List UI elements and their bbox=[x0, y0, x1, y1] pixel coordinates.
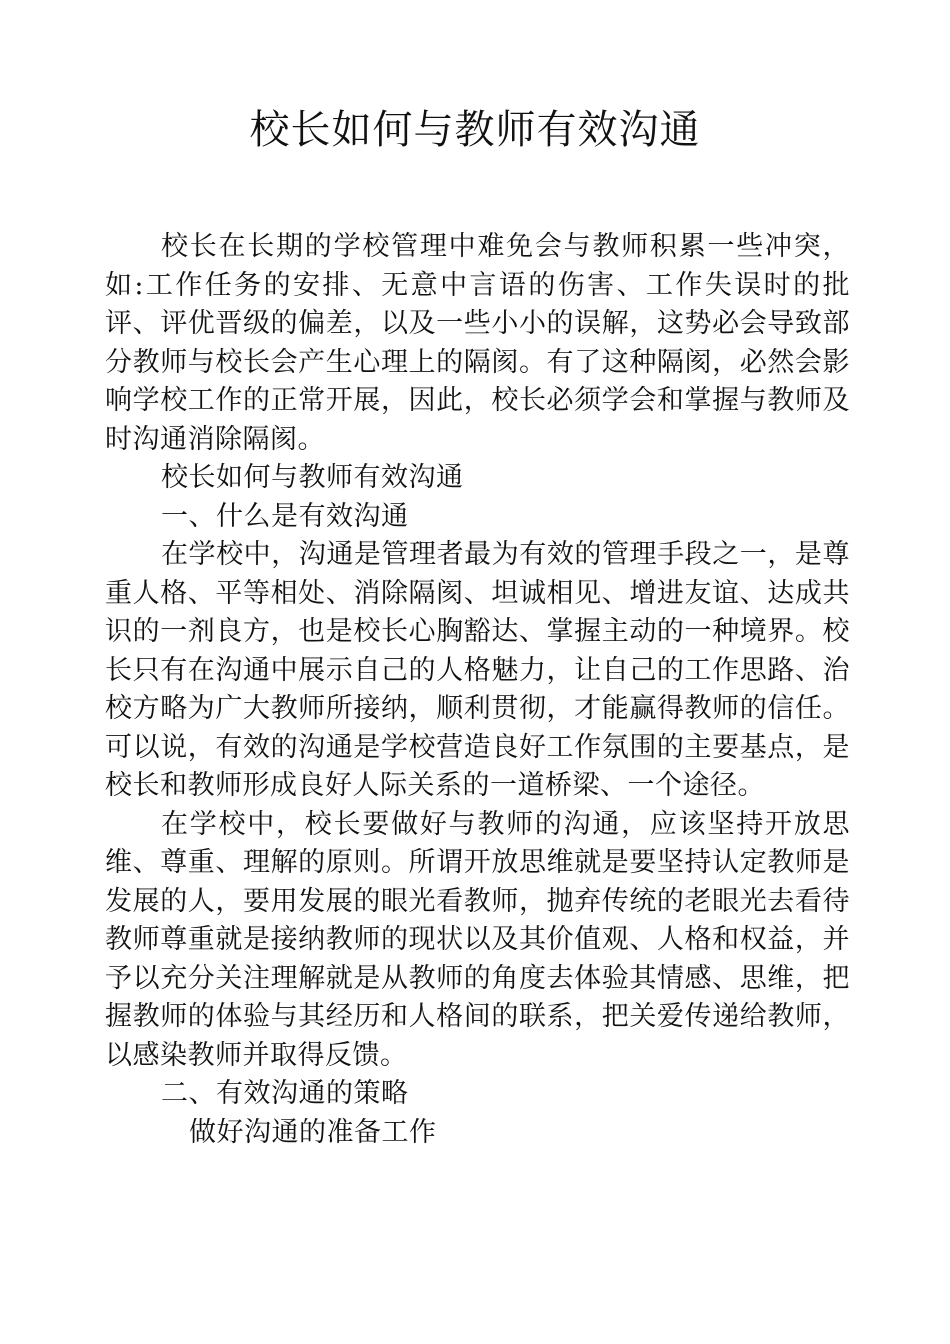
subsection-heading: 做好沟通的准备工作 bbox=[189, 1116, 437, 1148]
section-heading-2: 二、有效沟通的策略 bbox=[161, 1078, 409, 1109]
document-title: 校长如何与教师有效沟通 bbox=[249, 107, 701, 153]
document-body bbox=[105, 228, 850, 1152]
body-paragraph-2: 在学校中，校长要做好与教师的沟通，应该坚持开放思维、尊重、理解的原则。所谓开放思维就是要坚持认定教师是发展的人，要用发展的眼光看教师，抛弃传统的老眼光去看待教师尊重就是接纳教师的现状以及其价值观、人格和权益，并予以充分关注理解就是从教师的角度去体验其情感、思维，把握教师的体验与其经历和人格间的联系，把关爱传递给教师，以感染教师并取得反馈。 bbox=[105, 808, 850, 1071]
body-paragraph-1: 在学校中，沟通是管理者最为有效的管理手段之一，是尊重人格、平等相处、消除隔阂、坦诚相见、增进友谊、达成共识的一剂良方，也是校长心胸豁达、掌握主动的一种境界。校长只有在沟通中展示自己的人格魅力，让自己的工作思路、治校方略为广大教师所接纳，顺利贯彻，才能赢得教师的信任。可以说，有效的沟通是学校营造良好工作氛围的主要基点，是校长和教师形成良好人际关系的一道桥梁、一个途径。 bbox=[105, 539, 850, 801]
section-heading-main: 校长如何与教师有效沟通 bbox=[161, 462, 464, 493]
intro-paragraph: 校长在长期的学校管理中难免会与教师积累一些冲突，如:工作任务的安排、无意中言语的伤害、工作失误时的批评、评优晋级的偏差，以及一些小小的误解，这势必会导致部分教师与校长会产生心理上的隔阂。有了这种隔阂，必然会影响学校工作的正常开展，因此，校长必须学会和掌握与教师及时沟通消除隔阂。 bbox=[105, 231, 850, 455]
section-heading-1: 一、什么是有效沟通 bbox=[161, 500, 409, 532]
